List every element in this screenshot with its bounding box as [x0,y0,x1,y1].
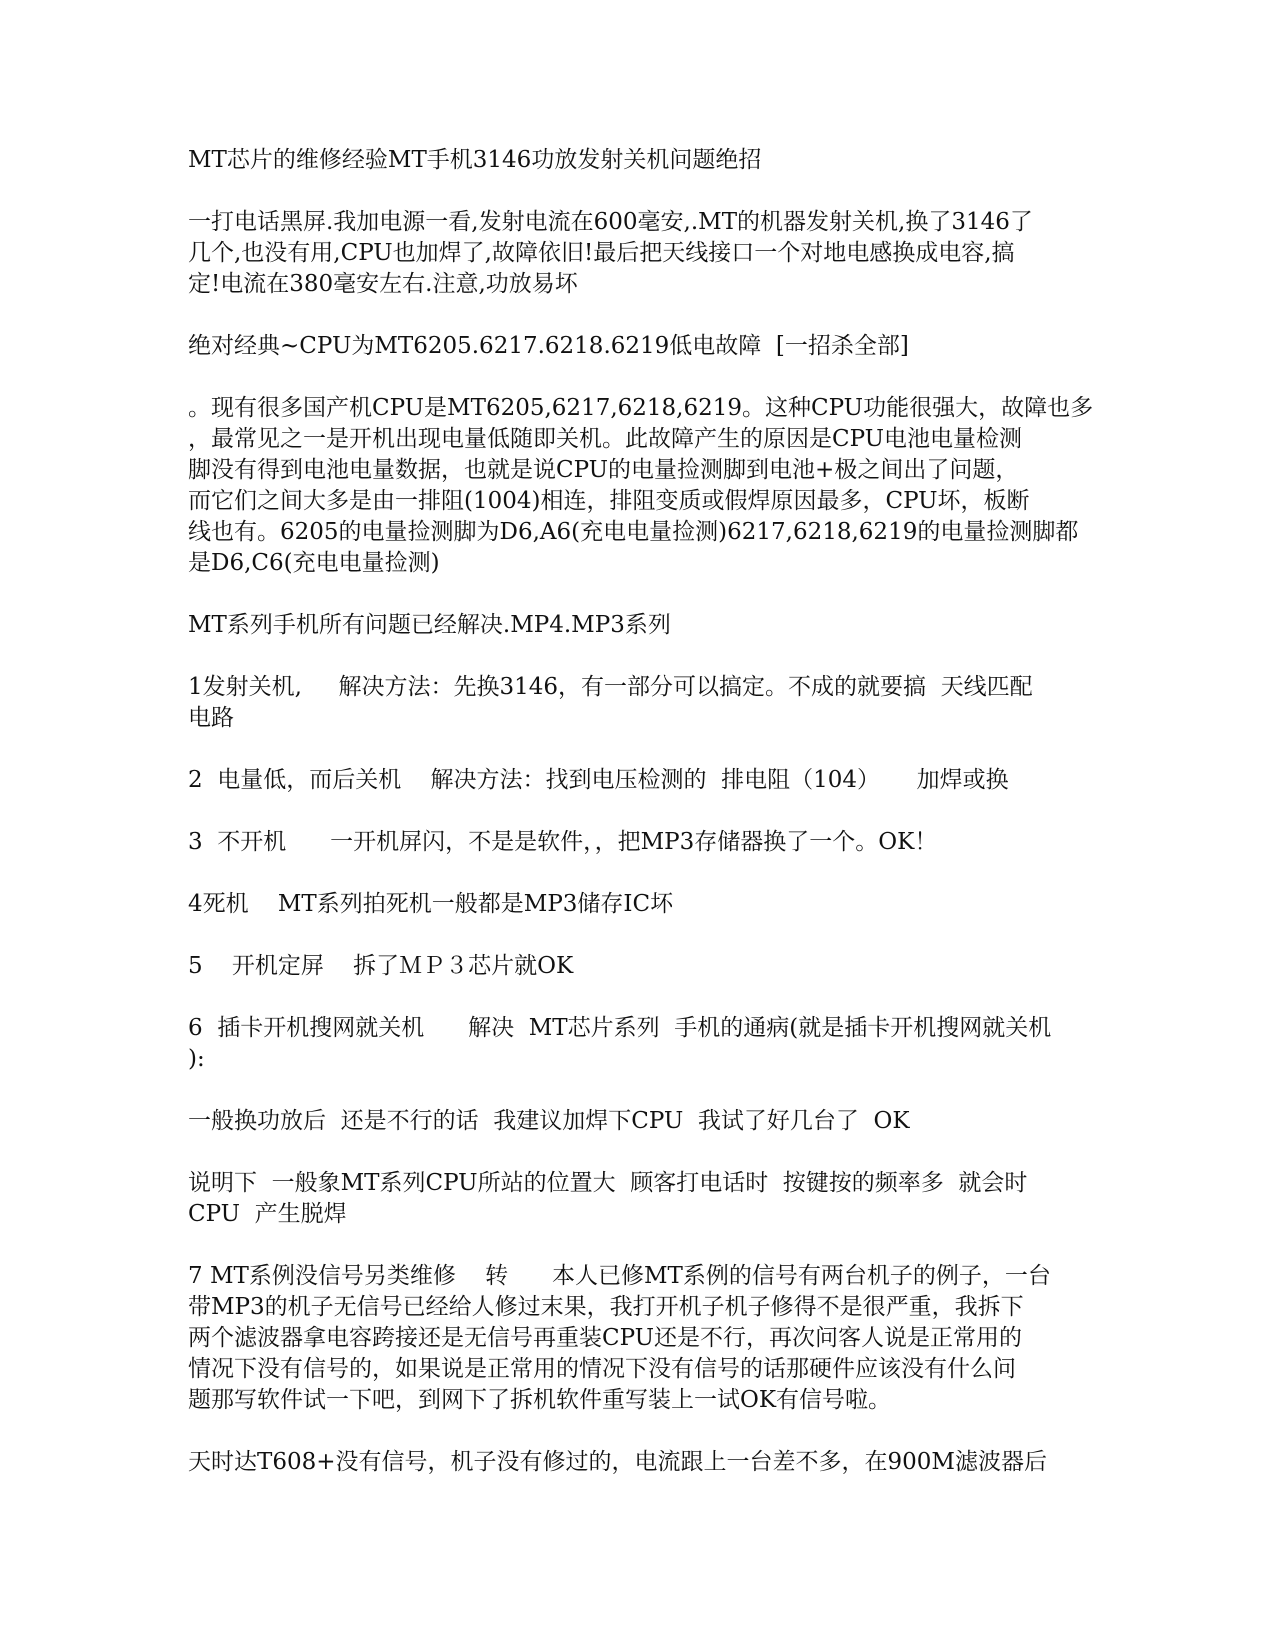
text-line: 题那写软件试一下吧，到网下了拆机软件重写装上一试OK有信号啦。 [188,1387,892,1413]
paragraph [188,393,1093,579]
paragraph [188,672,1093,734]
paragraph [188,1168,1093,1230]
paragraph [188,765,1093,796]
text-line: 绝对经典~CPU为MT6205.6217.6218.6219低电故障 [一招杀全部] [188,333,909,359]
paragraph [188,951,1093,982]
paragraph [188,145,1093,176]
text-line: CPU 产生脱焊 [188,1201,347,1227]
document-body [188,145,1093,1509]
paragraph [188,889,1093,920]
text-line: 而它们之间大多是由一排阻(1004)相连，排阻变质或假焊原因最多，CPU坏，板断 [188,488,1030,514]
paragraph [188,1013,1093,1075]
text-line: 。现有很多国产机CPU是MT6205,6217,6218,6219。这种CPU功能很强大，故障也多 [188,395,1094,421]
text-line: 5 开机定屏 拆了ＭＰ３芯片就OK [188,953,574,979]
text-line: 定!电流在380毫安左右.注意,功放易坏 [188,271,578,297]
text-line: 3 不开机 一开机屏闪，不是是软件，，把MP3存储器换了一个。OK！ [188,829,938,855]
text-line: 2 电量低，而后关机 解决方法：找到电压检测的 排电阻（104） 加焊或换 [188,767,1009,793]
paragraph [188,1261,1093,1416]
text-line: 情况下没有信号的，如果说是正常用的情况下没有信号的话那硬件应该没有什么问 [188,1356,1016,1382]
paragraph [188,1106,1093,1137]
text-line: MT系列手机所有问题已经解决.MP4.MP3系列 [188,612,671,638]
text-line: 两个滤波器拿电容跨接还是无信号再重装CPU还是不行，再次问客人说是正常用的 [188,1325,1023,1351]
text-line: 6 插卡开机搜网就关机 解决 MT芯片系列 手机的通病(就是插卡开机搜网就关机 [188,1015,1052,1041]
text-line: 电路 [188,705,234,731]
paragraph [188,207,1093,300]
text-line: 一般换功放后 还是不行的话 我建议加焊下CPU 我试了好几台了 OK [188,1108,910,1134]
text-line: 4死机 MT系列拍死机一般都是MP3储存IC坏 [188,891,674,917]
paragraph [188,610,1093,641]
paragraph [188,331,1093,362]
paragraph [188,1447,1093,1478]
text-line: 说明下 一般象MT系列CPU所站的位置大 顾客打电话时 按键按的频率多 就会时 [188,1170,1028,1196]
text-line: ，最常见之一是开机出现电量低随即关机。此故障产生的原因是CPU电池电量检测 [188,426,1023,452]
text-line: 1发射关机, 解决方法：先换3146，有一部分可以搞定。不成的就要搞 天线匹配 [188,674,1033,700]
text-line: 天时达T608+没有信号，机子没有修过的，电流跟上一台差不多，在900M滤波器后 [188,1449,1047,1475]
text-line: MT芯片的维修经验MT手机3146功放发射关机问题绝招 [188,147,762,173]
text-line: 几个,也没有用,CPU也加焊了,故障依旧!最后把天线接口一个对地电感换成电容,搞 [188,240,1015,266]
text-line: 一打电话黑屏.我加电源一看,发射电流在600毫安,.MT的机器发射关机,换了3146了 [188,209,1033,235]
text-line: 线也有。6205的电量捡测脚为D6,A6(充电电量捡测)6217,6218,6219的电量捡测脚都 [188,519,1079,545]
text-line: 带MP3的机子无信号已经给人修过末果，我打开机子机子修得不是很严重，我拆下 [188,1294,1024,1320]
paragraph [188,827,1093,858]
text-line: 是D6,C6(充电电量捡测) [188,550,440,576]
text-line: 7 MT系例没信号另类维修 转 本人已修MT系例的信号有两台机子的例子，一台 [188,1263,1051,1289]
text-line: 脚没有得到电池电量数据，也就是说CPU的电量捡测脚到电池+极之间出了问题， [188,457,1019,483]
text-line: ): [188,1046,205,1072]
